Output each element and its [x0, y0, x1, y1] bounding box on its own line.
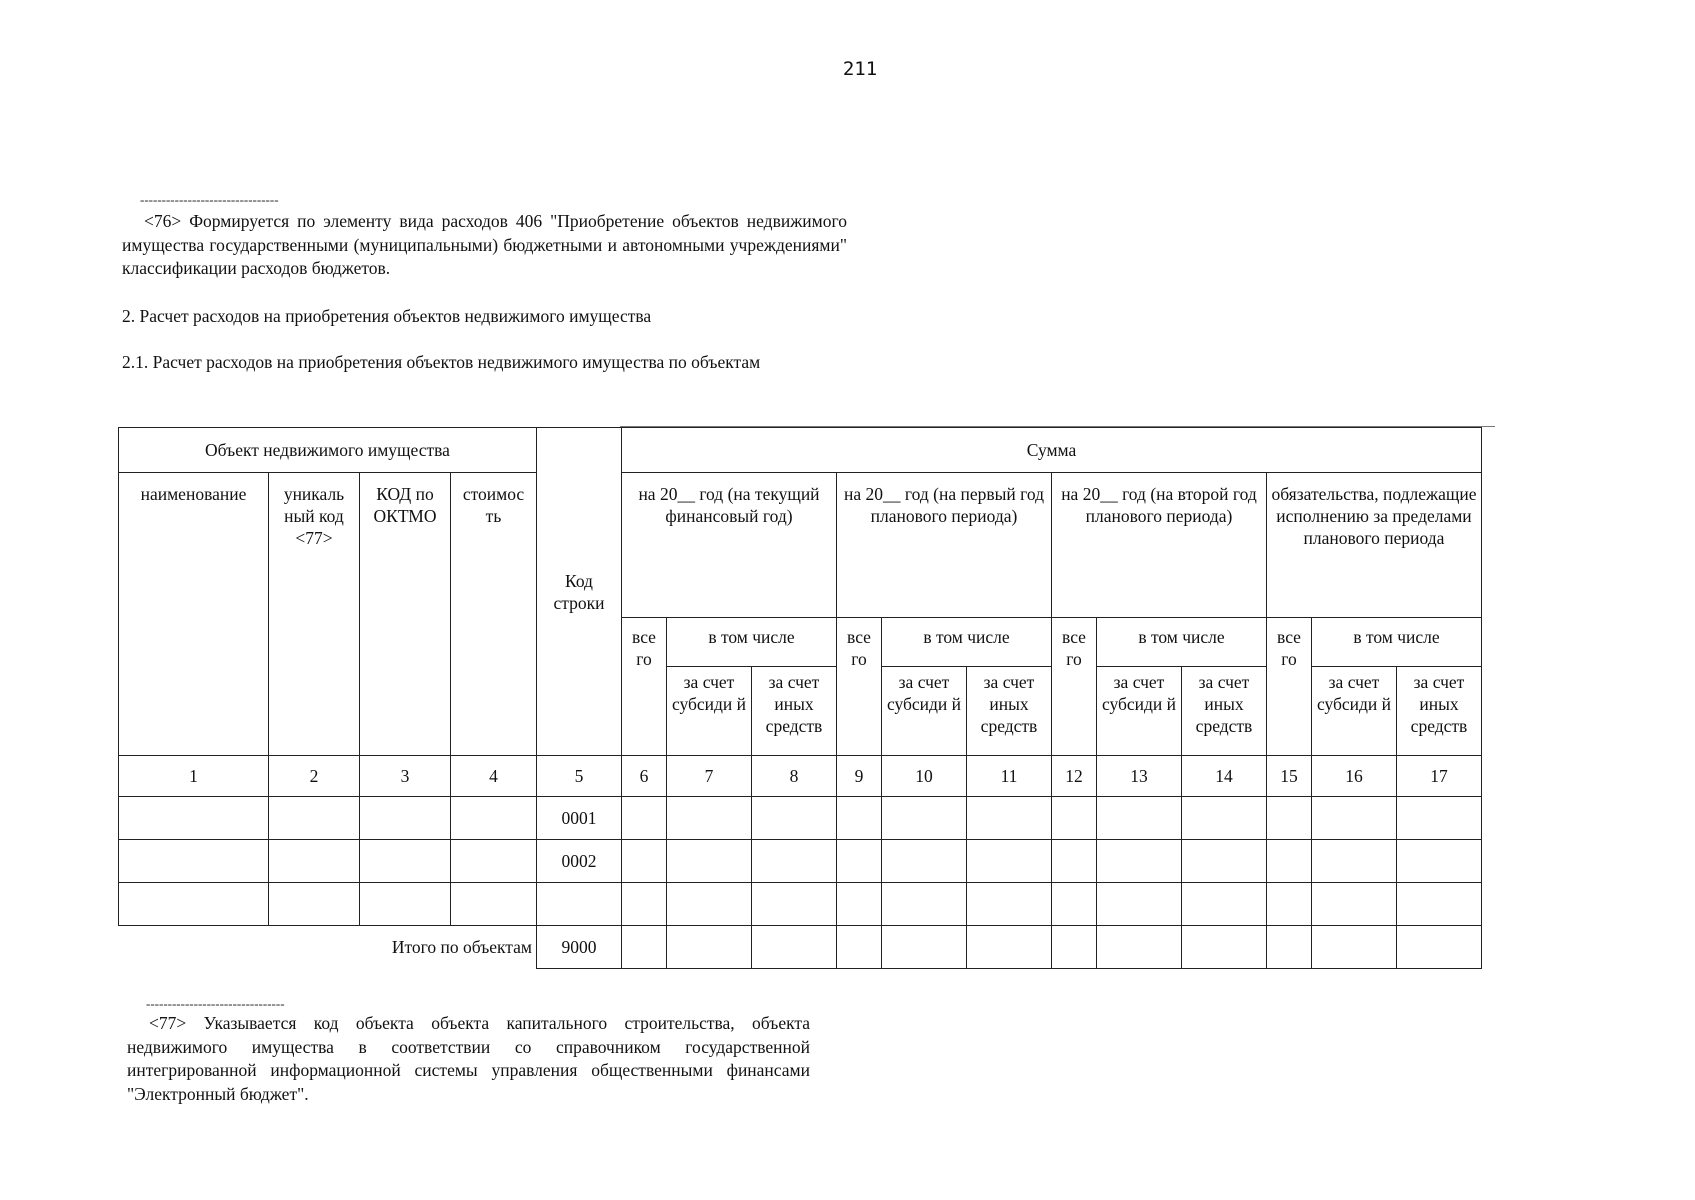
total-row: [119, 926, 1482, 969]
table-row: [119, 840, 1482, 883]
cell: [1052, 926, 1097, 969]
cell: [752, 883, 837, 926]
column-number: 13: [1097, 756, 1182, 797]
header-year-current: на 20__ год (на текущий финансовый год): [622, 473, 837, 618]
cell: [360, 840, 451, 883]
column-number: 5: [537, 756, 622, 797]
total-label: Итого по объектам: [119, 926, 537, 969]
expenses-table: [118, 427, 1482, 969]
cell: [667, 840, 752, 883]
row-code: 0002: [537, 840, 622, 883]
header-including: в том числе: [882, 618, 1052, 667]
row-code: [537, 883, 622, 926]
cell: [622, 797, 667, 840]
cell: [667, 883, 752, 926]
header-row-1: [119, 428, 1482, 473]
cell: [1182, 926, 1267, 969]
column-number: 3: [360, 756, 451, 797]
header-obligations: обязательства, подлежащие исполнению за пределами планового периода: [1267, 473, 1482, 618]
header-subsidy: за счет субсиди й: [1097, 667, 1182, 756]
header-sum: Сумма: [622, 428, 1482, 473]
header-including: в том числе: [1097, 618, 1267, 667]
cell: [269, 883, 360, 926]
cell: [1312, 883, 1397, 926]
total-code: 9000: [537, 926, 622, 969]
column-number: 9: [837, 756, 882, 797]
page-number: 211: [842, 58, 878, 80]
header-other-funds: за счет иных средств: [967, 667, 1052, 756]
cell: [119, 883, 269, 926]
cell: [1267, 926, 1312, 969]
cell: [667, 926, 752, 969]
column-number: 4: [451, 756, 537, 797]
cell: [360, 883, 451, 926]
header-object: Объект недвижимого имущества: [119, 428, 537, 473]
column-number: 14: [1182, 756, 1267, 797]
cell: [119, 797, 269, 840]
footnote-76: <76> Формируется по элементу вида расходов 406 "Приобретение объектов недвижимого имущества государственными (муниципальными) бюджетными и автономными учреждениями" классификации расходов бюджетов.: [122, 211, 847, 278]
cell: [967, 926, 1052, 969]
header-subsidy: за счет субсиди й: [882, 667, 967, 756]
header-other-funds: за счет иных средств: [1397, 667, 1482, 756]
column-number: 2: [269, 756, 360, 797]
header-name: наименование: [119, 473, 269, 756]
cell: [1052, 840, 1097, 883]
cell: [1267, 883, 1312, 926]
cell: [269, 797, 360, 840]
row-code: 0001: [537, 797, 622, 840]
cell: [1267, 840, 1312, 883]
cell: [837, 883, 882, 926]
column-number: 6: [622, 756, 667, 797]
column-number: 10: [882, 756, 967, 797]
cell: [882, 797, 967, 840]
cell: [837, 926, 882, 969]
column-number: 1: [119, 756, 269, 797]
cell: [882, 840, 967, 883]
cell: [1312, 926, 1397, 969]
cell: [752, 797, 837, 840]
cell: [967, 840, 1052, 883]
header-total: все го: [837, 618, 882, 756]
header-subsidy: за счет субсиди й: [1312, 667, 1397, 756]
header-cost: стоимос ть: [451, 473, 537, 756]
footnote-rule: --------------------------------: [146, 996, 285, 1011]
cell: [752, 926, 837, 969]
cell: [1097, 926, 1182, 969]
cell: [1267, 797, 1312, 840]
column-number: 16: [1312, 756, 1397, 797]
header-total: все го: [1052, 618, 1097, 756]
cell: [622, 840, 667, 883]
cell: [622, 883, 667, 926]
cell: [1097, 883, 1182, 926]
footnote-rule: --------------------------------: [140, 192, 279, 207]
cell: [1182, 883, 1267, 926]
cell: [1052, 797, 1097, 840]
header-total: все го: [622, 618, 667, 756]
column-number-row: [119, 756, 1482, 797]
column-number: 8: [752, 756, 837, 797]
cell: [1182, 797, 1267, 840]
column-number: 12: [1052, 756, 1097, 797]
cell: [837, 840, 882, 883]
cell: [451, 797, 537, 840]
cell: [269, 840, 360, 883]
header-subsidy: за счет субсиди й: [667, 667, 752, 756]
header-total: все го: [1267, 618, 1312, 756]
column-number: 15: [1267, 756, 1312, 797]
cell: [119, 840, 269, 883]
header-year-first: на 20__ год (на первый год планового периода): [837, 473, 1052, 618]
cell: [360, 797, 451, 840]
cell: [1397, 883, 1482, 926]
column-number: 11: [967, 756, 1052, 797]
header-other-funds: за счет иных средств: [1182, 667, 1267, 756]
table-row: [119, 797, 1482, 840]
cell: [1397, 797, 1482, 840]
header-year-second: на 20__ год (на второй год планового периода): [1052, 473, 1267, 618]
cell: [967, 883, 1052, 926]
cell: [667, 797, 752, 840]
header-unique-code: уникаль ный код <77>: [269, 473, 360, 756]
table-row: [119, 883, 1482, 926]
header-other-funds: за счет иных средств: [752, 667, 837, 756]
cell: [451, 883, 537, 926]
cell: [1182, 840, 1267, 883]
cell: [1397, 926, 1482, 969]
cell: [1397, 840, 1482, 883]
section-heading-2: 2. Расчет расходов на приобретения объектов недвижимого имущества: [122, 306, 652, 326]
cell: [451, 840, 537, 883]
cell: [1312, 840, 1397, 883]
section-heading-2-1: 2.1. Расчет расходов на приобретения объектов недвижимого имущества по объектам: [122, 352, 761, 372]
cell: [1312, 797, 1397, 840]
cell: [1052, 883, 1097, 926]
cell: [967, 797, 1052, 840]
header-oktmo: КОД по ОКТМО: [360, 473, 451, 756]
cell: [1097, 797, 1182, 840]
footnote-77: <77> Указывается код объекта объекта капитального строительства, объекта недвижимого имущества в соответствии со справочником государственной интегрированной информационной системы управления общественными финансами "Электронный бюджет".: [127, 1013, 810, 1104]
cell: [1097, 840, 1182, 883]
cell: [752, 840, 837, 883]
header-row-2: [119, 473, 1482, 618]
header-including: в том числе: [1312, 618, 1482, 667]
cell: [882, 883, 967, 926]
header-row-code: Код строки: [537, 428, 622, 756]
cell: [837, 797, 882, 840]
header-including: в том числе: [667, 618, 837, 667]
column-number: 17: [1397, 756, 1482, 797]
cell: [882, 926, 967, 969]
column-number: 7: [667, 756, 752, 797]
cell: [622, 926, 667, 969]
